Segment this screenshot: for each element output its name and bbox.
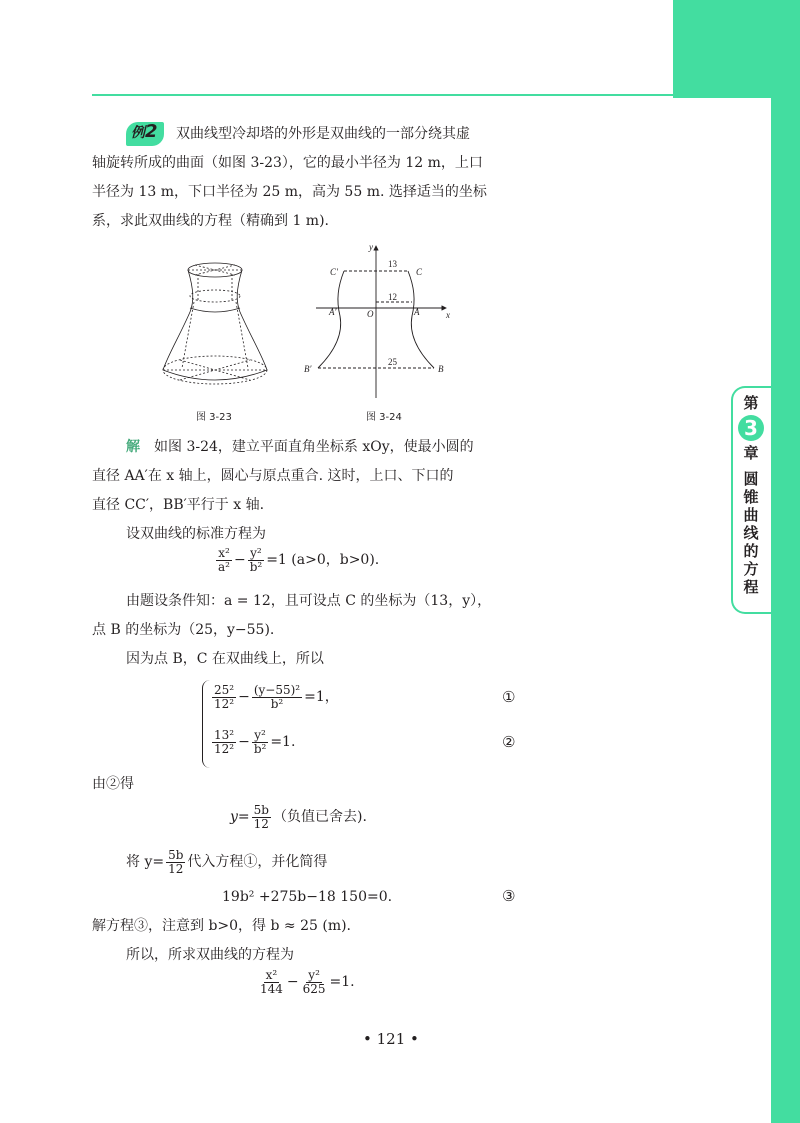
solution-line-8: 由②得 xyxy=(92,776,134,792)
x-axis-label: x xyxy=(446,310,450,320)
point-c-prime: C′ xyxy=(330,267,338,277)
standard-equation: $\frac{\text{x²}}{\text{a²}}$ − $\frac{\text{y²}}{\text{b²}}$ =1 (a>0，b>0). xyxy=(218,545,380,574)
header-rule xyxy=(92,94,712,96)
figure-3-24-caption: 图 3-24 xyxy=(366,412,402,423)
y-solution-tail: （负值已舍去). xyxy=(272,809,367,825)
system-equation-1-tail: =1， xyxy=(304,689,339,705)
corner-decoration xyxy=(673,0,800,98)
system-equation-2: $\frac{\text{13²}}{\text{12²}}$ − $\frac{\text{y²}}{\text{b²}}$ =1. xyxy=(214,727,296,756)
solution-line-6: 点 B 的坐标为（25，y−55). xyxy=(92,622,275,638)
equation-mark-1: ① xyxy=(502,688,516,706)
origin-label: O xyxy=(367,309,374,319)
quadratic-equation: 19b² +275b−18 150=0. xyxy=(222,889,393,905)
example-line-4: 系，求此双曲线的方程（精确到 1 m). xyxy=(92,213,329,229)
figure-3-23-caption: 图 3-23 xyxy=(196,412,232,423)
dim-bottom: 25 xyxy=(388,357,397,367)
chapter-title-char: 曲 xyxy=(743,506,759,524)
solution-line-1: 如图 3-24，建立平面直角坐标系 xOy，使最小圆的 xyxy=(154,439,474,455)
solution-line-10: 解方程③，注意到 b>0，得 b ≈ 25 (m). xyxy=(92,918,352,934)
equation-mark-3: ③ xyxy=(502,887,516,905)
chapter-title-char: 锥 xyxy=(743,488,759,506)
example-prefix: 例 xyxy=(131,125,145,141)
solution-line-7: 因为点 B，C 在双曲线上，所以 xyxy=(126,651,324,667)
final-equation-tail: =1. xyxy=(329,974,355,990)
standard-equation-tail: =1 (a>0，b>0). xyxy=(266,552,380,568)
point-c: C xyxy=(416,267,423,277)
point-a: A xyxy=(414,307,420,317)
chapter-title-char: 程 xyxy=(743,578,759,596)
substitute-post: 代入方程①，并化简得 xyxy=(187,854,328,870)
figure-hyperbola-diagram xyxy=(296,238,466,403)
example-line-1: 双曲线型冷却塔的外形是双曲线的一部分绕其虚 xyxy=(176,126,470,142)
point-b: B xyxy=(438,364,444,374)
page-number: • 121 • xyxy=(363,1030,419,1048)
point-b-prime: B′ xyxy=(304,364,312,374)
example-line-3: 半径为 13 m，下口半径为 25 m，高为 55 m. 选择适当的坐标 xyxy=(92,184,487,200)
solution-label: 解 xyxy=(126,439,140,455)
solution-line-5: 由题设条件知：a = 12，且可设点 C 的坐标为（13，y）， xyxy=(126,593,492,609)
chapter-title-char: 的 xyxy=(743,542,759,560)
system-equation-2-tail: =1. xyxy=(270,734,296,750)
figure-cooling-tower xyxy=(150,250,280,400)
side-band xyxy=(771,98,800,1123)
solution-line-3: 直径 CC′，BB′平行于 x 轴. xyxy=(92,497,265,513)
substitute-pre: 将 y= xyxy=(126,854,165,870)
chapter-di: 第 xyxy=(743,394,759,412)
solution-line-2: 直径 AA′在 x 轴上，圆心与原点重合. 这时，上口、下口的 xyxy=(92,468,454,484)
chapter-zhang: 章 xyxy=(743,444,759,462)
dim-mid: 12 xyxy=(388,292,397,302)
final-equation: $\frac{\text{x²}}{144}$ − $\frac{\text{y²}}{625}$ =1. xyxy=(260,967,355,996)
example-number: 2 xyxy=(145,121,158,142)
example-line-2: 轴旋转所成的曲面（如图 3-23），它的最小半径为 12 m，上口 xyxy=(92,155,483,171)
chapter-title-char: 方 xyxy=(743,560,759,578)
system-brace xyxy=(202,680,210,768)
chapter-number: 3 xyxy=(738,415,764,441)
y-axis-label: y xyxy=(369,242,373,252)
system-equation-1: $\frac{\text{25²}}{\text{12²}}$ − $\frac{\text{(y−55)²}}{\text{b²}}$ =1， xyxy=(214,682,339,711)
side-band-mask xyxy=(700,98,771,386)
y-solution: y= $\frac{5b}{12}$ （负值已舍去). xyxy=(230,802,367,831)
example-label xyxy=(131,121,158,142)
solution-line-4: 设双曲线的标准方程为 xyxy=(126,526,266,542)
chapter-tab-content xyxy=(731,386,771,614)
substitute-line: 将 y= $\frac{5b}{12}$ 代入方程①，并化简得 xyxy=(126,847,328,876)
solution-line-11: 所以，所求双曲线的方程为 xyxy=(126,947,294,963)
dim-top: 13 xyxy=(388,259,397,269)
chapter-title xyxy=(743,470,758,596)
equation-mark-2: ② xyxy=(502,733,516,751)
chapter-title-char: 圆 xyxy=(743,470,759,488)
chapter-title-char: 线 xyxy=(743,524,759,542)
point-a-prime: A′ xyxy=(329,307,337,317)
